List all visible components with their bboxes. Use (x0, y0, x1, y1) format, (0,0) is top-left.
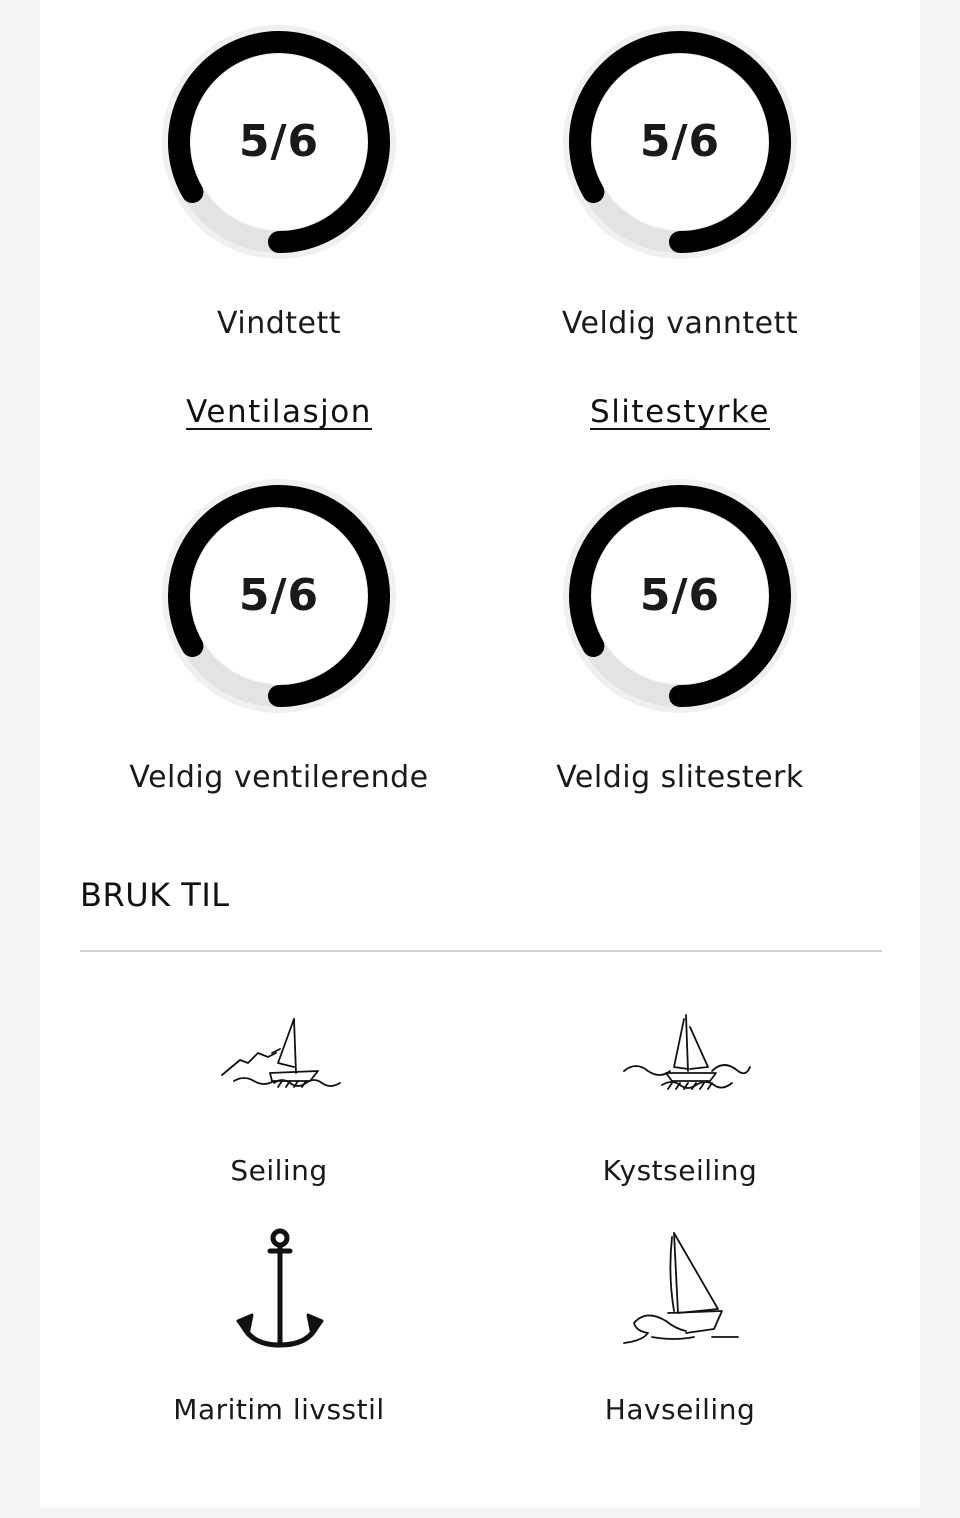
ventilation-link[interactable]: Ventilasjon (186, 394, 372, 430)
anchor-icon (210, 1225, 350, 1355)
use-label-ocean-sailing: Havseiling (604, 1393, 756, 1426)
sailboat-ocean-icon (614, 1225, 754, 1355)
rating-value: 5/6 (238, 570, 320, 621)
rating-label-wind: Vindtett (217, 306, 341, 341)
use-label-coastal-sailing: Kystseiling (602, 1154, 758, 1187)
use-section-heading: BRUK TIL (80, 876, 230, 914)
sailboat-waves-icon (210, 1005, 350, 1135)
durability-link[interactable]: Slitestyrke (590, 394, 770, 430)
rating-label-water: Veldig vanntett (561, 306, 799, 341)
product-features-panel (40, 0, 920, 1508)
rating-gauge-wind (159, 22, 399, 262)
rating-gauge-durability (560, 476, 800, 716)
rating-gauge-ventilation (159, 476, 399, 716)
sailboat-coast-icon (614, 1005, 754, 1135)
rating-label-durability: Veldig slitesterk (556, 760, 804, 795)
divider (80, 950, 882, 952)
rating-gauge-water (560, 22, 800, 262)
use-label-sailing: Seiling (230, 1154, 328, 1187)
rating-value: 5/6 (238, 116, 320, 167)
rating-label-ventilation: Veldig ventilerende (129, 760, 429, 795)
rating-value: 5/6 (639, 570, 721, 621)
rating-value: 5/6 (639, 116, 721, 167)
use-label-maritime-lifestyle: Maritim livsstil (173, 1393, 385, 1426)
